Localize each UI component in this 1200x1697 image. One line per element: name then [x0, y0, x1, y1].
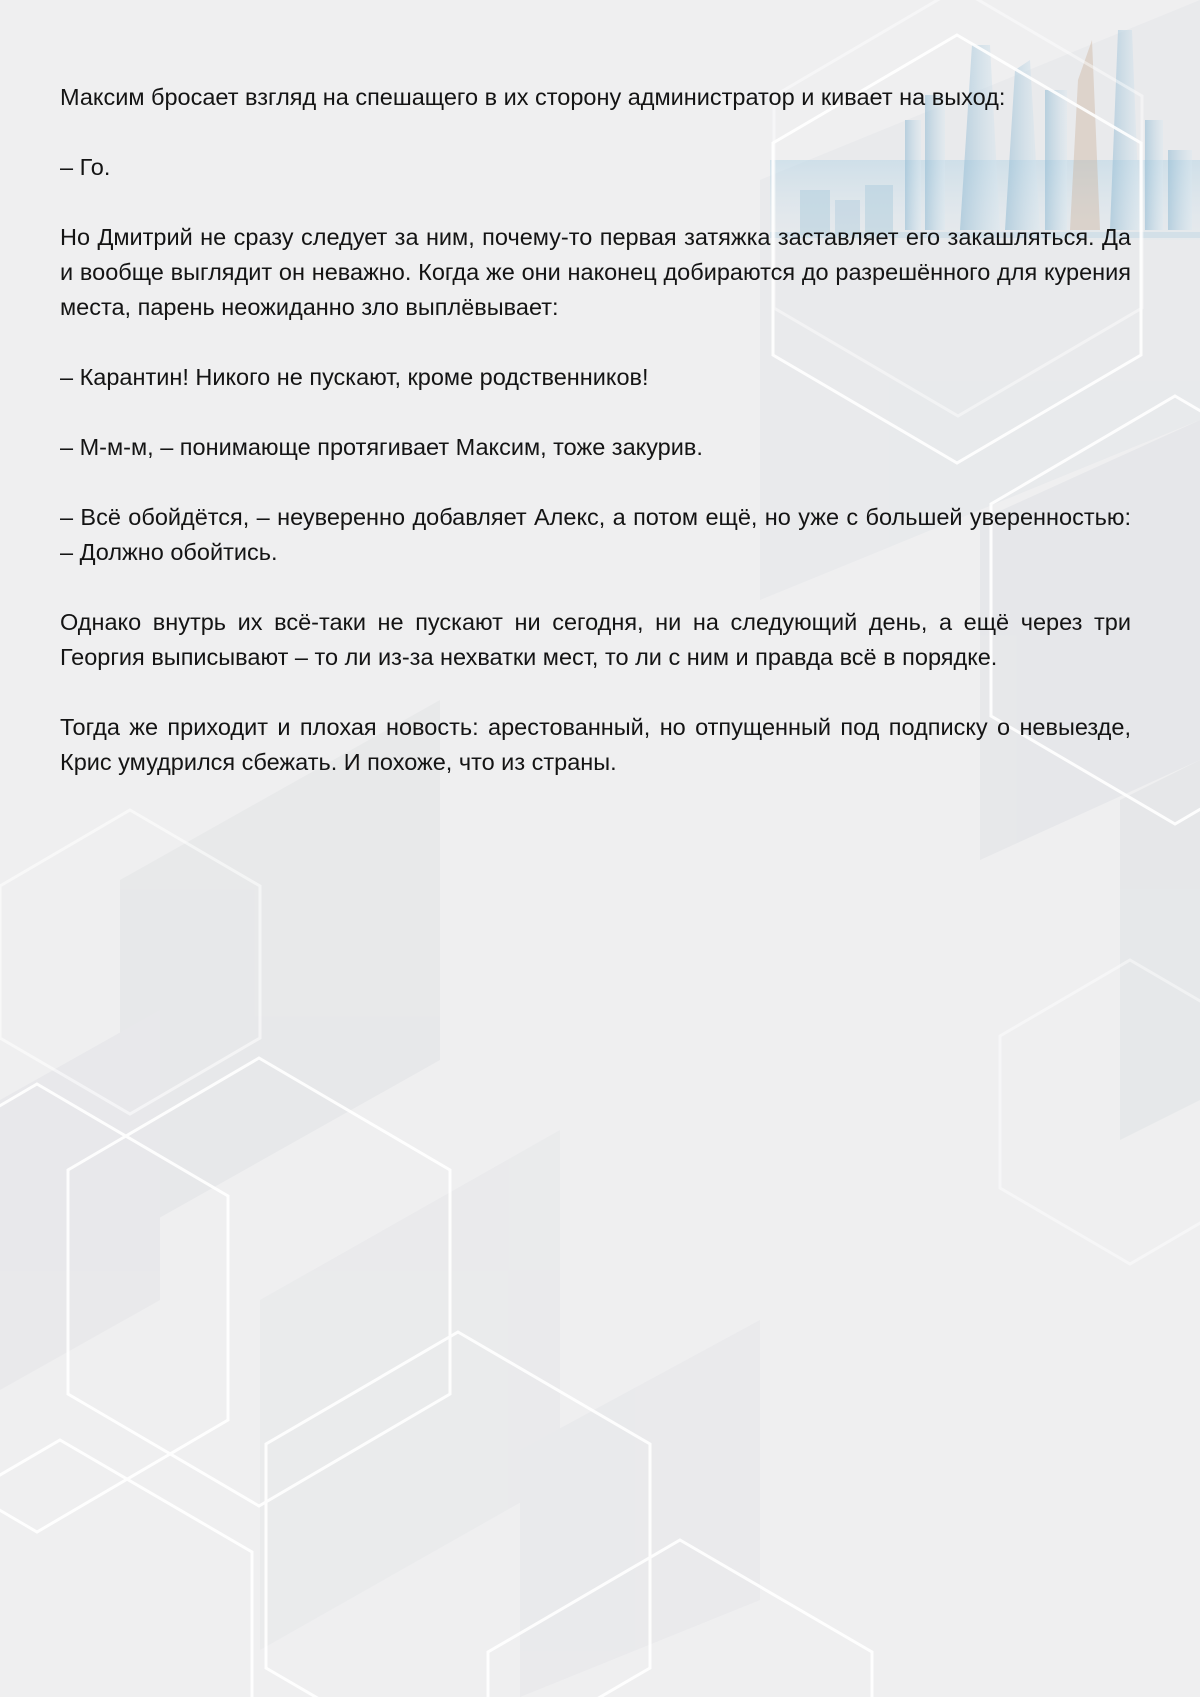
paragraph: Максим бросает взгляд на спешащего в их сторону администратор и кивает на выход:: [60, 84, 1006, 110]
paragraph: Но Дмитрий не сразу следует за ним, почему-то первая затяжка заставляет его закашляться. Да и вообще выглядит он неважно. Когда же они наконец добираются до разрешённого для курения места, парень неожиданно зло выплёвывает:: [60, 224, 1131, 320]
paragraph: – М-м-м, – понимающе протягивает Максим, тоже закурив.: [60, 434, 703, 460]
paragraph: Однако внутрь их всё-таки не пускают ни сегодня, ни на следующий день, а ещё через три Георгия выписывают – то ли из-за нехватки мест, то ли с ним и правда всё в порядке.: [60, 609, 1131, 670]
document-body: [60, 80, 1131, 815]
paragraph: – Всё обойдётся, – неуверенно добавляет Алекс, а потом ещё, но уже с большей уверенностью: – Должно обойтись.: [60, 504, 1131, 565]
paragraph: – Го.: [60, 154, 111, 180]
paragraph: – Карантин! Никого не пускают, кроме родственников!: [60, 364, 649, 390]
paragraph: Тогда же приходит и плохая новость: арестованный, но отпущенный под подписку о невыезде, Крис умудрился сбежать. И похоже, что из страны.: [60, 714, 1131, 775]
